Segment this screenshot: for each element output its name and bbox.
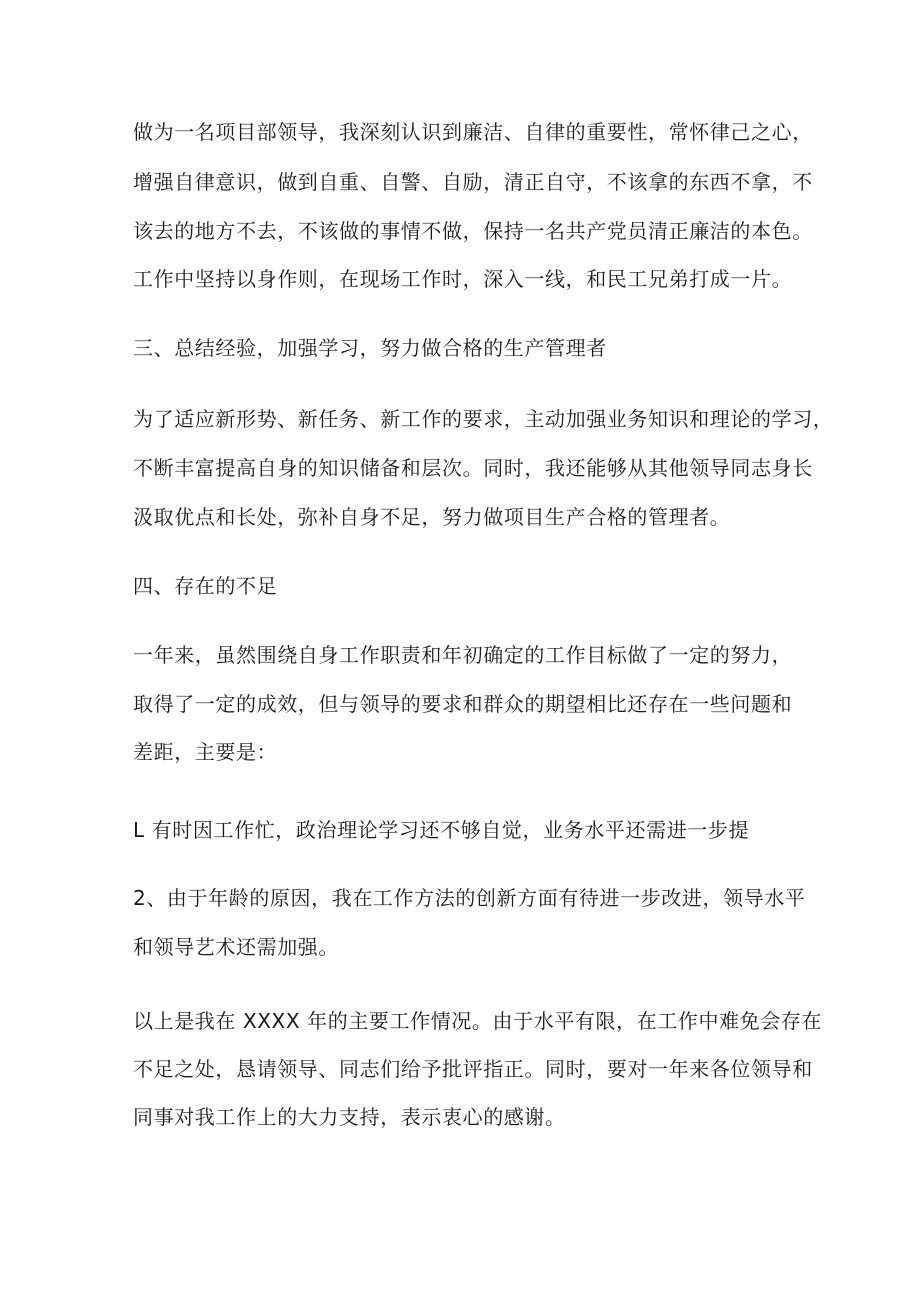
paragraph-line: 增强自律意识，做到自重、自警、自励，清正自守，不该拿的东西不拿，不 <box>133 170 813 194</box>
paragraph-line: 工作中坚持以身作则，在现场工作时，深入一线，和民工兄弟打成一片。 <box>133 267 793 291</box>
paragraph-line: 不断丰富提高自身的知识储备和层次。同时，我还能够从其他领导同志身长 <box>133 456 813 480</box>
paragraph-line: 不足之处，恳请领导、同志们给予批评指正。同时，要对一年来各位领导和 <box>133 1057 813 1081</box>
list-item: 和领导艺术还需加强。 <box>133 935 339 959</box>
paragraph-line: 该去的地方不去，不该做的事情不做，保持一名共产党员清正廉洁的本色。 <box>133 219 813 243</box>
paragraph-line: 取得了一定的成效，但与领导的要求和群众的期望相比还存在一些问题和 <box>133 692 793 716</box>
paragraph-line: 一年来，虽然围绕自身工作职责和年初确定的工作目标做了一定的努力， <box>133 643 793 667</box>
paragraph-line: 做为一名项目部领导，我深刻认识到廉洁、自律的重要性，常怀律己之心， <box>133 120 813 144</box>
paragraph-line: 以上是我在 XXXX 年的主要工作情况。由于水平有限，在工作中难免会存在 <box>133 1009 823 1033</box>
list-item: 2、由于年龄的原因，我在工作方法的创新方面有待进一步改进，领导水平 <box>133 886 806 910</box>
paragraph-line: 差距，主要是： <box>133 740 278 764</box>
list-item: L 有时因工作忙，政治理论学习还不够自觉，业务水平还需进一步提 <box>133 818 750 842</box>
section-heading: 三、总结经验，加强学习，努力做合格的生产管理者 <box>133 336 607 360</box>
paragraph-line: 汲取优点和长处，弥补自身不足，努力做项目生产合格的管理者。 <box>133 505 731 529</box>
section-heading: 四、存在的不足 <box>133 574 278 598</box>
paragraph-line: 为了适应新形势、新任务、新工作的要求，主动加强业务知识和理论的学习， <box>133 407 834 431</box>
paragraph-line: 同事对我工作上的大力支持，表示衷心的感谢。 <box>133 1105 566 1129</box>
